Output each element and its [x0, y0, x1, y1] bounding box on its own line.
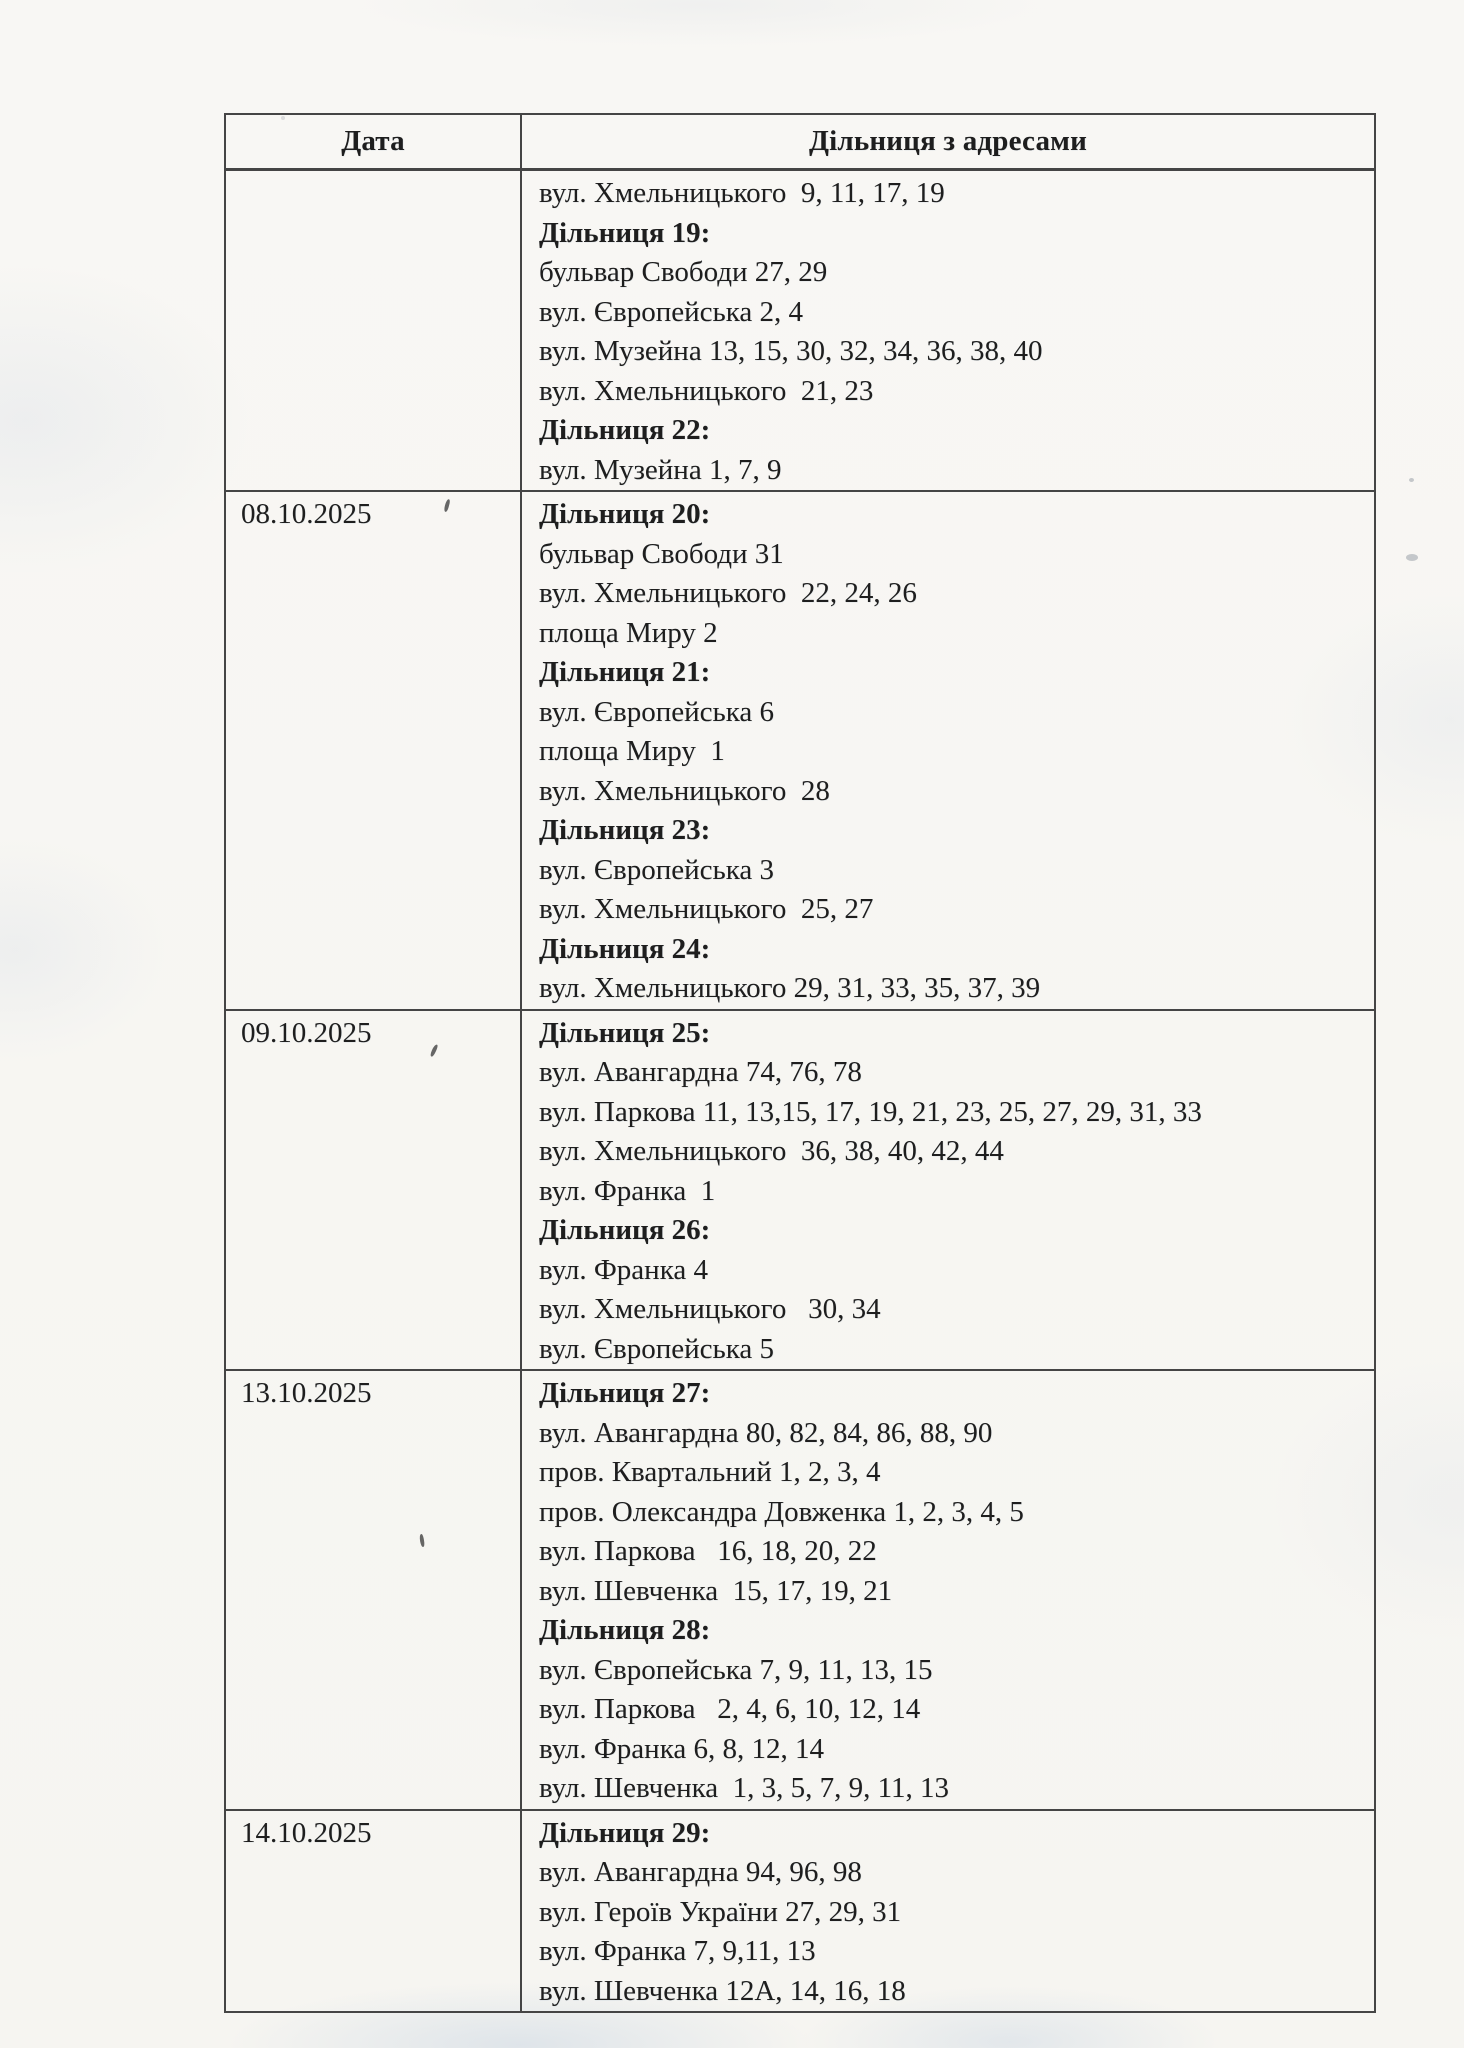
date-cell: 13.10.2025: [225, 1370, 521, 1810]
address-line: вул. Шевченка 15, 17, 19, 21: [539, 1574, 893, 1607]
address-line: вул. Європейська 3: [539, 853, 775, 886]
scan-noise-speck: [281, 116, 285, 120]
table-row: [225, 170, 1375, 492]
date-cell: 09.10.2025: [225, 1010, 521, 1371]
district-addresses-cell: [521, 1810, 1375, 2013]
address-line: вул. Авангардна 74, 76, 78: [539, 1056, 862, 1088]
address-line: вул. Франка 7, 9,11, 13: [539, 1935, 816, 1967]
table-header-row: [225, 114, 1375, 170]
scan-noise-speck: [1406, 554, 1418, 561]
address-line: вул. Хмельницького 22, 24, 26: [539, 577, 917, 609]
district-heading: Дільниця 22:: [539, 414, 711, 446]
district-addresses-cell: [521, 1370, 1375, 1810]
address-line: вул. Паркова 11, 13,15, 17, 19, 21, 23, 25, 27, 29, 31, 33: [539, 1095, 1202, 1128]
district-heading: Дільниця 27:: [539, 1377, 711, 1409]
address-line: вул. Хмельницького 28: [539, 774, 830, 807]
district-heading: Дільниця 26:: [539, 1214, 711, 1246]
address-line: вул. Хмельницького 21, 23: [539, 374, 874, 407]
district-heading: Дільниця 23:: [539, 814, 711, 846]
table-row: [225, 1370, 1375, 1810]
district-addresses-cell: [521, 1010, 1375, 1371]
address-line: вул. Хмельницького 9, 11, 17, 19: [539, 177, 945, 209]
address-line: вул. Авангардна 94, 96, 98: [539, 1856, 862, 1888]
address-line: вул. Паркова 2, 4, 6, 10, 12, 14: [539, 1693, 921, 1725]
address-line: вул. Героїв України 27, 29, 31: [539, 1895, 902, 1928]
address-line: площа Миру 1: [539, 735, 725, 767]
district-heading: Дільниця 24:: [539, 932, 711, 965]
address-line: вул. Музейна 13, 15, 30, 32, 34, 36, 38, 40: [539, 335, 1043, 367]
address-line: пров. Квартальний 1, 2, 3, 4: [539, 1456, 881, 1488]
address-line: вул. Європейська 5: [539, 1332, 775, 1365]
table-row: [225, 1010, 1375, 1371]
address-line: вул. Європейська 6: [539, 695, 775, 728]
address-line: вул. Паркова 16, 18, 20, 22: [539, 1535, 877, 1567]
district-heading: Дільниця 29:: [539, 1816, 711, 1849]
address-line: вул. Шевченка 12А, 14, 16, 18: [539, 1974, 906, 2007]
address-line: вул. Хмельницького 29, 31, 33, 35, 37, 39: [539, 972, 1041, 1004]
address-line: вул. Франка 4: [539, 1253, 708, 1286]
address-line: вул. Європейська 7, 9, 11, 13, 15: [539, 1653, 933, 1686]
address-line: вул. Хмельницького 30, 34: [539, 1293, 881, 1325]
district-column-header: Дільниця з адресами: [521, 114, 1375, 170]
district-schedule-table: [224, 113, 1376, 2013]
address-line: площа Миру 2: [539, 616, 718, 649]
district-addresses-cell: [521, 170, 1375, 492]
date-cell: 14.10.2025: [225, 1810, 521, 2013]
district-heading: Дільниця 25:: [539, 1016, 711, 1049]
address-line: пров. Олександра Довженка 1, 2, 3, 4, 5: [539, 1495, 1024, 1528]
address-line: вул. Франка 1: [539, 1174, 716, 1207]
address-line: вул. Музейна 1, 7, 9: [539, 453, 782, 486]
address-line: вул. Хмельницького 25, 27: [539, 893, 874, 925]
district-addresses-cell: [521, 491, 1375, 1010]
schedule-table-body: [225, 170, 1375, 2013]
address-line: вул. Європейська 2, 4: [539, 295, 804, 328]
address-line: вул. Авангардна 80, 82, 84, 86, 88, 90: [539, 1416, 993, 1449]
address-line: бульвар Свободи 31: [539, 537, 784, 570]
address-line: вул. Франка 6, 8, 12, 14: [539, 1732, 824, 1765]
date-cell: [225, 170, 521, 492]
district-heading: Дільниця 19:: [539, 216, 711, 249]
table-row: [225, 1810, 1375, 2013]
district-heading: Дільниця 28:: [539, 1614, 711, 1646]
address-line: бульвар Свободи 27, 29: [539, 256, 828, 288]
date-cell: 08.10.2025: [225, 491, 521, 1010]
district-heading: Дільниця 21:: [539, 656, 711, 688]
scan-noise-speck: [1409, 478, 1414, 482]
table-row: [225, 491, 1375, 1010]
date-column-header: Дата: [225, 114, 521, 170]
address-line: вул. Шевченка 1, 3, 5, 7, 9, 11, 13: [539, 1772, 950, 1804]
address-line: вул. Хмельницького 36, 38, 40, 42, 44: [539, 1135, 1004, 1167]
district-heading: Дільниця 20:: [539, 498, 711, 530]
